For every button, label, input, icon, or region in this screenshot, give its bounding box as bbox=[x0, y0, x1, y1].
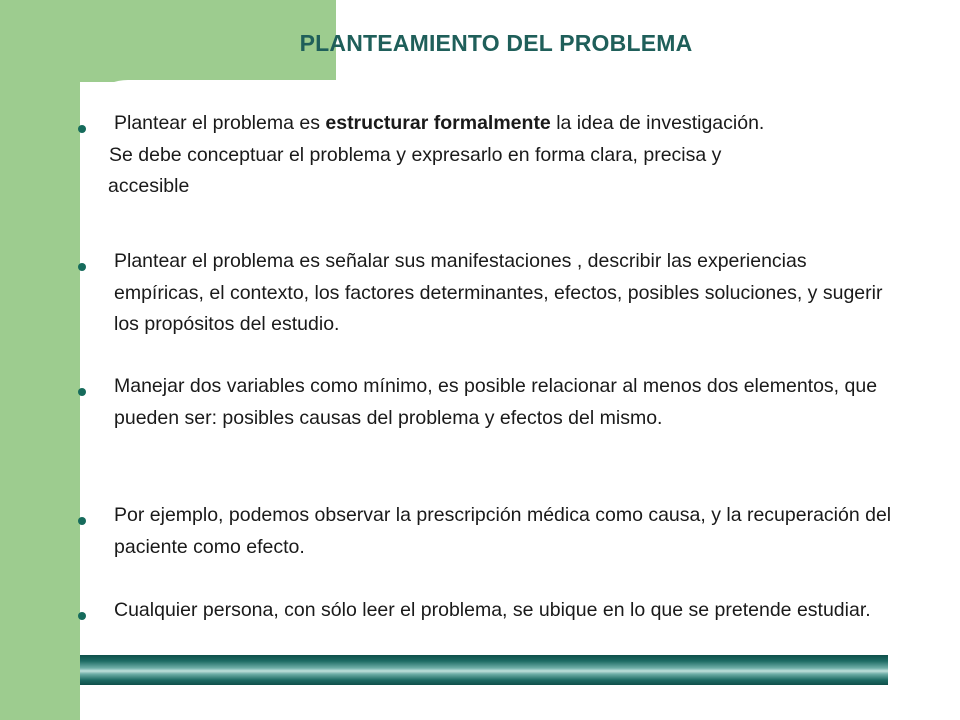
bullet-item-5: Cualquier persona, con sólo leer el problema, se ubique en lo que se pretende estudiar. bbox=[114, 599, 871, 621]
bullet-item-2: Plantear el problema es señalar sus manifestaciones , describir las experiencias empíricas, el contexto, los factores determinantes, efectos, posibles soluciones, y sugerir los propósitos del estudio. bbox=[114, 250, 883, 335]
bullet-item-1 bbox=[108, 108, 894, 203]
bullet-1-line-2: Se debe conceptuar el problema y expresarlo en forma clara, precisa y bbox=[109, 143, 722, 166]
bullet-item-3: Manejar dos variables como mínimo, es posible relacionar al menos dos elementos, que pueden ser: posibles causas del problema y efectos del mismo. bbox=[114, 375, 878, 429]
bullet-1-line-3: accesible bbox=[108, 175, 190, 197]
bullet-dot-icon bbox=[78, 388, 86, 396]
bullet-dot-icon bbox=[78, 517, 86, 525]
left-green-sidebar bbox=[0, 0, 80, 720]
bullet-dot-icon bbox=[78, 263, 86, 271]
bullet-1-text: Plantear el problema es bbox=[114, 112, 326, 134]
bullet-1-text-end: la idea de investigación. bbox=[550, 112, 765, 134]
bullet-1-bold-text: estructurar formalmente bbox=[325, 112, 551, 134]
footer-decorative-bar bbox=[80, 655, 888, 685]
bullet-dot-icon bbox=[78, 612, 86, 620]
slide-title: PLANTEAMIENTO DEL PROBLEMA bbox=[299, 30, 693, 56]
bullet-item-4: Por ejemplo, podemos observar la prescripción médica como causa, y la recuperación del paciente como efecto. bbox=[114, 504, 892, 558]
bullet-dot-icon bbox=[78, 125, 86, 133]
